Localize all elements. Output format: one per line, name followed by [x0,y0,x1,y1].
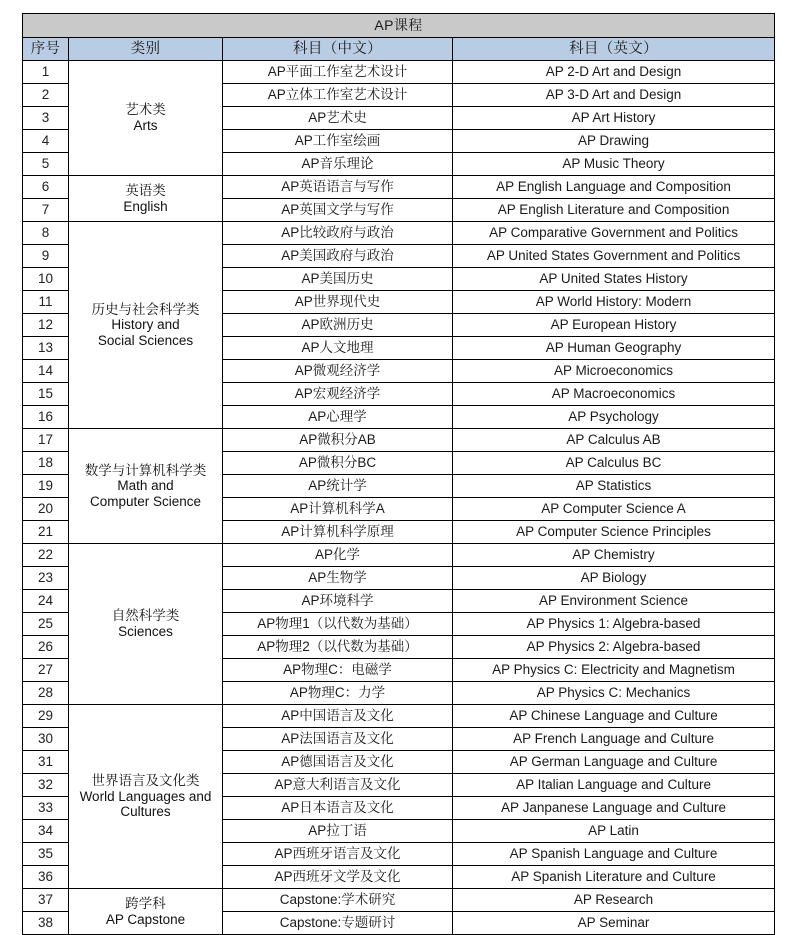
subject-en: AP Psychology [453,406,775,429]
subject-zh: AP环境科学 [223,590,453,613]
row-number: 19 [23,475,69,498]
subject-en: AP Calculus AB [453,429,775,452]
subject-en: AP Human Geography [453,337,775,360]
subject-zh: AP比较政府与政治 [223,222,453,245]
subject-en: AP World History: Modern [453,291,775,314]
row-number: 25 [23,613,69,636]
subject-zh: AP英语语言与写作 [223,176,453,199]
table-title: AP课程 [23,14,775,38]
subject-en: AP Physics C: Mechanics [453,682,775,705]
subject-zh: AP欧洲历史 [223,314,453,337]
subject-en: AP Physics C: Electricity and Magnetism [453,659,775,682]
subject-en: AP Biology [453,567,775,590]
row-number: 2 [23,84,69,107]
row-number: 23 [23,567,69,590]
subject-en: AP Statistics [453,475,775,498]
row-number: 10 [23,268,69,291]
category-label-zh: 数学与计算机科学类 [84,462,207,478]
subject-zh: AP音乐理论 [223,153,453,176]
row-number: 21 [23,521,69,544]
subject-zh: AP物理C：力学 [223,682,453,705]
row-number: 37 [23,889,69,912]
row-number: 32 [23,774,69,797]
category-cell [69,429,223,544]
subject-zh: AP立体工作室艺术设计 [223,84,453,107]
subject-en: AP Chinese Language and Culture [453,705,775,728]
subject-zh: AP艺术史 [223,107,453,130]
row-number: 27 [23,659,69,682]
subject-en: AP English Literature and Composition [453,199,775,222]
subject-zh: AP心理学 [223,406,453,429]
row-number: 5 [23,153,69,176]
subject-en: AP Spanish Literature and Culture [453,866,775,889]
column-header-subject-zh: 科目（中文） [223,38,453,61]
subject-zh: AP计算机科学A [223,498,453,521]
category-label-en: History and [111,317,180,333]
subject-en: AP Computer Science Principles [453,521,775,544]
category-cell [69,705,223,889]
subject-en: AP Drawing [453,130,775,153]
subject-zh: AP西班牙语言及文化 [223,843,453,866]
subject-en: AP Chemistry [453,544,775,567]
table-title-row [23,14,775,38]
subject-en: AP Physics 1: Algebra-based [453,613,775,636]
subject-zh: AP美国历史 [223,268,453,291]
row-number: 38 [23,912,69,935]
subject-zh: AP微观经济学 [223,360,453,383]
subject-en: AP Spanish Language and Culture [453,843,775,866]
subject-zh: AP微积分BC [223,452,453,475]
row-number: 11 [23,291,69,314]
subject-en: AP Comparative Government and Politics [453,222,775,245]
table-row [23,61,775,84]
subject-zh: AP微积分AB [223,429,453,452]
subject-en: AP Janpanese Language and Culture [453,797,775,820]
row-number: 30 [23,728,69,751]
row-number: 26 [23,636,69,659]
subject-en: AP Research [453,889,775,912]
category-label-zh: 历史与社会科学类 [91,301,200,317]
subject-en: AP United States Government and Politics [453,245,775,268]
subject-en: AP Computer Science A [453,498,775,521]
subject-en: AP Art History [453,107,775,130]
category-cell [69,61,223,176]
row-number: 28 [23,682,69,705]
row-number: 6 [23,176,69,199]
column-header-category: 类别 [69,38,223,61]
subject-en: AP French Language and Culture [453,728,775,751]
subject-en: AP Environment Science [453,590,775,613]
subject-zh: AP物理C：电磁学 [223,659,453,682]
subject-zh: AP统计学 [223,475,453,498]
table-row [23,889,775,912]
column-header-no: 序号 [23,38,69,61]
subject-zh: Capstone:学术研究 [223,889,453,912]
row-number: 8 [23,222,69,245]
subject-en: AP United States History [453,268,775,291]
row-number: 18 [23,452,69,475]
subject-zh: AP德国语言及文化 [223,751,453,774]
category-cell [69,176,223,222]
table-row [23,176,775,199]
row-number: 4 [23,130,69,153]
subject-zh: AP生物学 [223,567,453,590]
subject-zh: AP日本语言及文化 [223,797,453,820]
subject-zh: AP美国政府与政治 [223,245,453,268]
row-number: 7 [23,199,69,222]
category-label-en: English [123,198,168,214]
subject-zh: AP物理2（以代数为基础） [223,636,453,659]
category-label-en: Cultures [120,804,171,820]
subject-zh: AP人文地理 [223,337,453,360]
subject-zh: AP英国文学与写作 [223,199,453,222]
category-label-zh: 跨学科 [125,895,166,911]
category-label-zh: 英语类 [125,182,166,198]
category-label-zh: 世界语言及文化类 [91,773,200,789]
subject-zh: AP拉丁语 [223,820,453,843]
row-number: 35 [23,843,69,866]
row-number: 15 [23,383,69,406]
subject-en: AP Macroeconomics [453,383,775,406]
subject-zh: AP计算机科学原理 [223,521,453,544]
category-cell [69,889,223,935]
row-number: 9 [23,245,69,268]
subject-zh: AP物理1（以代数为基础） [223,613,453,636]
subject-zh: AP世界现代史 [223,291,453,314]
category-label-en: Math and [117,478,174,494]
subject-en: AP German Language and Culture [453,751,775,774]
subject-en: AP Physics 2: Algebra-based [453,636,775,659]
subject-en: AP 3-D Art and Design [453,84,775,107]
category-cell [69,544,223,705]
row-number: 12 [23,314,69,337]
table-header-row [23,38,775,61]
category-cell [69,222,223,429]
row-number: 17 [23,429,69,452]
subject-en: AP Italian Language and Culture [453,774,775,797]
row-number: 36 [23,866,69,889]
subject-zh: AP化学 [223,544,453,567]
subject-en: AP Music Theory [453,153,775,176]
category-label-en: Sciences [118,624,173,639]
ap-courses-table [22,13,775,935]
subject-en: AP Seminar [453,912,775,935]
subject-en: AP Microeconomics [453,360,775,383]
subject-zh: Capstone:专题研讨 [223,912,453,935]
category-label-en: World Languages and [79,788,212,804]
row-number: 33 [23,797,69,820]
category-label-zh: 自然科学类 [111,608,180,624]
row-number: 29 [23,705,69,728]
category-label-en: Social Sciences [97,332,194,348]
row-number: 16 [23,406,69,429]
category-label-zh: 艺术类 [125,102,166,118]
subject-zh: AP法国语言及文化 [223,728,453,751]
row-number: 20 [23,498,69,521]
subject-zh: AP意大利语言及文化 [223,774,453,797]
row-number: 14 [23,360,69,383]
subject-zh: AP中国语言及文化 [223,705,453,728]
subject-en: AP Calculus BC [453,452,775,475]
row-number: 22 [23,544,69,567]
table-row [23,429,775,452]
category-label-en: Arts [133,118,158,133]
subject-zh: AP西班牙文学及文化 [223,866,453,889]
row-number: 1 [23,61,69,84]
table-row [23,544,775,567]
row-number: 3 [23,107,69,130]
column-header-subject-en: 科目（英文） [453,38,775,61]
subject-zh: AP工作室绘画 [223,130,453,153]
table-row [23,222,775,245]
row-number: 34 [23,820,69,843]
category-label-en: Computer Science [89,493,202,509]
ap-courses-table-container [22,13,774,935]
subject-en: AP European History [453,314,775,337]
subject-en: AP 2-D Art and Design [453,61,775,84]
table-row [23,705,775,728]
row-number: 31 [23,751,69,774]
subject-en: AP English Language and Composition [453,176,775,199]
subject-zh: AP宏观经济学 [223,383,453,406]
row-number: 24 [23,590,69,613]
row-number: 13 [23,337,69,360]
category-label-en: AP Capstone [105,911,186,927]
subject-en: AP Latin [453,820,775,843]
subject-zh: AP平面工作室艺术设计 [223,61,453,84]
